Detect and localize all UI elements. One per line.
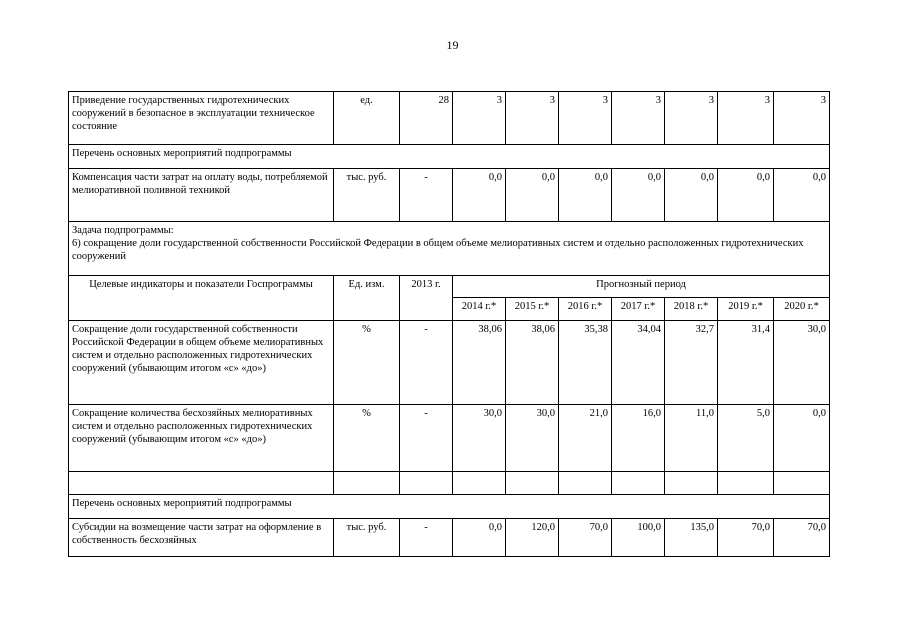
value-cell: 70,0 bbox=[559, 519, 612, 557]
empty-cell bbox=[453, 472, 506, 495]
value-cell: 3 bbox=[665, 92, 718, 145]
section-heading-row bbox=[69, 145, 830, 169]
header-base-year: 2013 г. bbox=[400, 276, 453, 321]
header-row bbox=[69, 276, 830, 298]
indicator-name: Приведение государственных гидротехнических сооружений в безопасное в эксплуатации техническое состояние bbox=[69, 92, 334, 145]
measures-heading: Перечень основных мероприятий подпрограммы bbox=[69, 495, 830, 519]
empty-cell bbox=[665, 472, 718, 495]
indicator-name: Сокращение количества бесхозяйных мелиоративных систем и отдельно расположенных гидротехнических сооружений (убывающим итогом «с» «до») bbox=[69, 405, 334, 472]
value-cell: 0,0 bbox=[665, 169, 718, 222]
header-indicators: Целевые индикаторы и показатели Госпрограммы bbox=[69, 276, 334, 321]
empty-cell bbox=[559, 472, 612, 495]
unit-cell: % bbox=[334, 405, 400, 472]
value-cell: 0,0 bbox=[774, 169, 830, 222]
empty-cell bbox=[506, 472, 559, 495]
header-year: 2017 г.* bbox=[612, 298, 665, 321]
value-cell: 5,0 bbox=[718, 405, 774, 472]
value-cell: 70,0 bbox=[774, 519, 830, 557]
value-cell: - bbox=[400, 321, 453, 405]
table-row bbox=[69, 405, 830, 472]
empty-cell bbox=[612, 472, 665, 495]
value-cell: 38,06 bbox=[506, 321, 559, 405]
section-heading-row bbox=[69, 495, 830, 519]
value-cell: 70,0 bbox=[718, 519, 774, 557]
value-cell: 30,0 bbox=[506, 405, 559, 472]
measures-heading: Перечень основных мероприятий подпрограммы bbox=[69, 145, 830, 169]
task-cell bbox=[69, 222, 830, 276]
unit-cell: ед. bbox=[334, 92, 400, 145]
unit-cell: % bbox=[334, 321, 400, 405]
value-cell: 120,0 bbox=[506, 519, 559, 557]
value-cell: 0,0 bbox=[774, 405, 830, 472]
value-cell: 30,0 bbox=[453, 405, 506, 472]
empty-cell bbox=[334, 472, 400, 495]
header-year: 2015 г.* bbox=[506, 298, 559, 321]
value-cell: 0,0 bbox=[612, 169, 665, 222]
task-row bbox=[69, 222, 830, 276]
value-cell: 0,0 bbox=[506, 169, 559, 222]
unit-cell: тыс. руб. bbox=[334, 519, 400, 557]
header-year: 2018 г.* bbox=[665, 298, 718, 321]
value-cell: 38,06 bbox=[453, 321, 506, 405]
indicator-name: Компенсация части затрат на оплату воды, потребляемой мелиоративной поливной техникой bbox=[69, 169, 334, 222]
task-text: 6) сокращение доли государственной собственности Российской Федерации в общем объеме мелиоративных систем и отдельно расположенных гидротехнических сооружений bbox=[72, 238, 804, 262]
header-forecast: Прогнозный период bbox=[453, 276, 830, 298]
value-cell: 0,0 bbox=[559, 169, 612, 222]
header-year: 2014 г.* bbox=[453, 298, 506, 321]
header-unit: Ед. изм. bbox=[334, 276, 400, 321]
indicator-name: Сокращение доли государственной собственности Российской Федерации в общем объеме мелиоративных систем и отдельно расположенных гидротехнических сооружений (убывающим итогом «с» «до») bbox=[69, 321, 334, 405]
value-cell: 35,38 bbox=[559, 321, 612, 405]
value-cell: 0,0 bbox=[453, 169, 506, 222]
value-cell: - bbox=[400, 519, 453, 557]
value-cell: 0,0 bbox=[718, 169, 774, 222]
value-cell: 16,0 bbox=[612, 405, 665, 472]
value-cell: 21,0 bbox=[559, 405, 612, 472]
value-cell: 3 bbox=[612, 92, 665, 145]
program-table bbox=[68, 91, 830, 557]
value-cell: 0,0 bbox=[453, 519, 506, 557]
task-label: Задача подпрограммы: bbox=[72, 225, 174, 236]
value-cell: 100,0 bbox=[612, 519, 665, 557]
empty-cell bbox=[69, 472, 334, 495]
table-row bbox=[69, 519, 830, 557]
value-cell: 3 bbox=[453, 92, 506, 145]
value-cell: 11,0 bbox=[665, 405, 718, 472]
table-row bbox=[69, 169, 830, 222]
empty-cell bbox=[718, 472, 774, 495]
value-cell: - bbox=[400, 169, 453, 222]
value-cell: 3 bbox=[718, 92, 774, 145]
table-row bbox=[69, 321, 830, 405]
value-cell: 3 bbox=[559, 92, 612, 145]
header-year: 2020 г.* bbox=[774, 298, 830, 321]
value-cell: 30,0 bbox=[774, 321, 830, 405]
empty-cell bbox=[774, 472, 830, 495]
header-year: 2019 г.* bbox=[718, 298, 774, 321]
value-cell: 31,4 bbox=[718, 321, 774, 405]
empty-cell bbox=[400, 472, 453, 495]
value-cell: 34,04 bbox=[612, 321, 665, 405]
table-row bbox=[69, 92, 830, 145]
indicator-name: Субсидии на возмещение части затрат на оформление в собственность бесхозяйных bbox=[69, 519, 334, 557]
value-cell: 3 bbox=[774, 92, 830, 145]
header-year: 2016 г.* bbox=[559, 298, 612, 321]
page-number: 19 bbox=[446, 38, 459, 52]
value-cell: 32,7 bbox=[665, 321, 718, 405]
value-cell: 135,0 bbox=[665, 519, 718, 557]
value-cell: 28 bbox=[400, 92, 453, 145]
value-cell: - bbox=[400, 405, 453, 472]
value-cell: 3 bbox=[506, 92, 559, 145]
empty-row bbox=[69, 472, 830, 495]
unit-cell: тыс. руб. bbox=[334, 169, 400, 222]
